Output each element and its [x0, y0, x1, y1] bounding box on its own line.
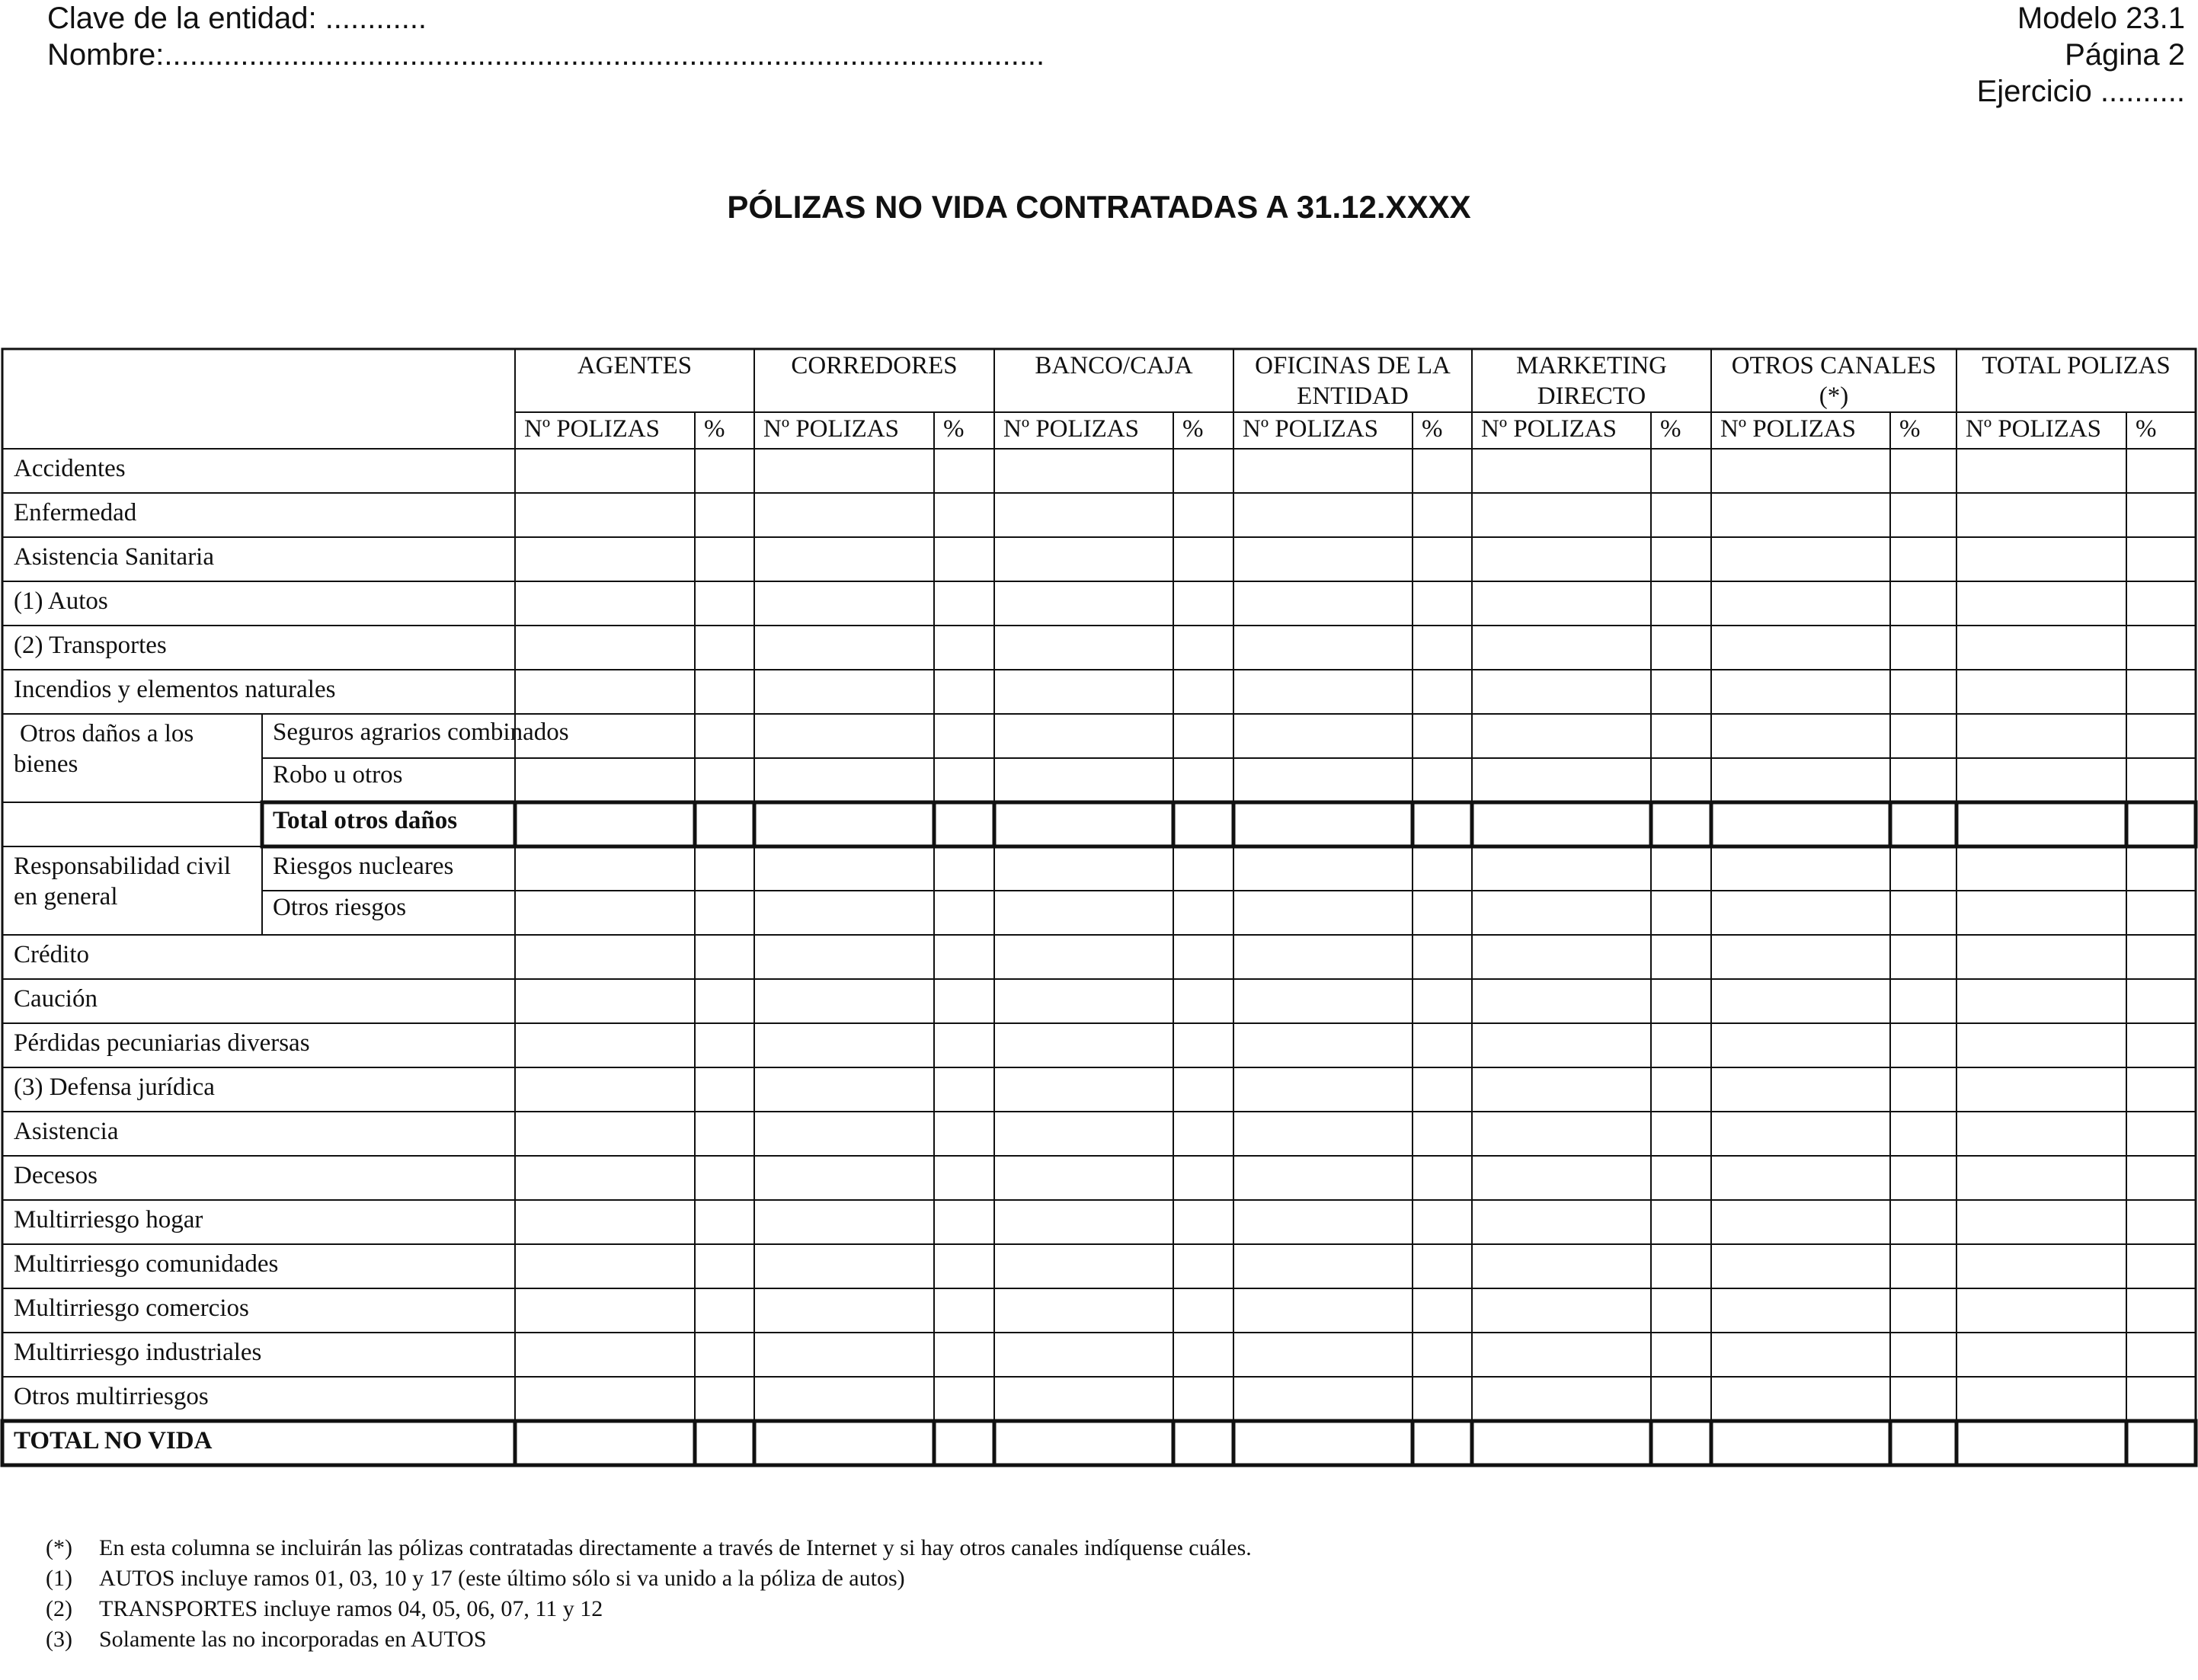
row-label-theft-other: Robo u otros: [273, 761, 403, 789]
policy-count-header: Nº POLIZAS: [524, 415, 660, 443]
channel-header-1: AGENTES: [577, 352, 693, 379]
footnote-mark: (*): [46, 1535, 72, 1560]
footnote-item: [46, 1533, 1252, 1563]
channel-header-5-line2: DIRECTO: [1537, 382, 1646, 410]
row-label: Accidentes: [14, 455, 126, 482]
footnote-text: TRANSPORTES incluye ramos 04, 05, 06, 07, 11 y 12: [99, 1596, 603, 1621]
row-label: Incendios y elementos naturales: [14, 676, 336, 703]
channel-header-4-line2: ENTIDAD: [1297, 382, 1409, 410]
model-number: Modelo 23.1: [2017, 2, 2185, 35]
footnote-item: [46, 1624, 1252, 1655]
policy-count-header: Nº POLIZAS: [1003, 415, 1139, 443]
policy-count-header: Nº POLIZAS: [1481, 415, 1617, 443]
row-label-other-risks: Otros riesgos: [273, 894, 407, 921]
total-non-life-row: [2, 1421, 2196, 1465]
policy-count-header: Nº POLIZAS: [1966, 415, 2101, 443]
percent-header: %: [1660, 415, 1681, 443]
row-label: Pérdidas pecuniarias diversas: [14, 1029, 310, 1057]
channel-header-7: TOTAL POLIZAS: [1982, 352, 2171, 379]
percent-header: %: [1422, 415, 1443, 443]
row-label: (1) Autos: [14, 587, 108, 615]
footnotes: [46, 1533, 1252, 1655]
channel-header-6-line2: (*): [1819, 382, 1849, 410]
channel-header-4: OFICINAS DE LA: [1255, 352, 1451, 379]
row-label: Multirriesgo comercios: [14, 1294, 249, 1322]
percent-header: %: [1182, 415, 1204, 443]
page-number: Página 2: [2065, 38, 2185, 72]
row-label: Crédito: [14, 941, 89, 968]
row-label-total-non-life: TOTAL NO VIDA: [14, 1427, 213, 1454]
footnote-mark: (3): [46, 1627, 72, 1652]
policy-count-header: Nº POLIZAS: [763, 415, 899, 443]
row-label: Otros multirriesgos: [14, 1383, 209, 1410]
footnote-item: [46, 1563, 1252, 1594]
row-label-agrarian-insurance: Seguros agrarios combinados: [273, 718, 569, 746]
channel-header-2: CORREDORES: [791, 352, 958, 379]
total-other-damage-row: [262, 802, 2196, 846]
percent-header: %: [1899, 415, 1921, 443]
row-label: Multirriesgo industriales: [14, 1339, 262, 1366]
fiscal-year-field: Ejercicio ..........: [1976, 75, 2185, 108]
row-label: Asistencia Sanitaria: [14, 543, 215, 571]
percent-header: %: [704, 415, 725, 443]
percent-header: %: [2136, 415, 2157, 443]
row-label: (2) Transportes: [14, 632, 167, 659]
row-label: (3) Defensa jurídica: [14, 1074, 215, 1101]
row-label: Asistencia: [14, 1118, 119, 1145]
entity-key-field: Clave de la entidad: ............: [47, 2, 427, 35]
row-label: Multirriesgo hogar: [14, 1206, 203, 1234]
percent-header: %: [943, 415, 965, 443]
footnote-text: Solamente las no incorporadas en AUTOS: [99, 1627, 487, 1652]
channel-header-5: MARKETING: [1516, 352, 1667, 379]
page-title: PÓLIZAS NO VIDA CONTRATADAS A 31.12.XXXX: [727, 189, 1471, 225]
footnote-mark: (1): [46, 1566, 72, 1591]
footnote-mark: (2): [46, 1596, 72, 1621]
channel-header-6: OTROS CANALES: [1731, 352, 1937, 379]
channel-header-3: BANCO/CAJA: [1035, 352, 1193, 379]
policy-count-header: Nº POLIZAS: [1243, 415, 1378, 443]
group-label-civil-liability: Responsabilidad civil: [14, 853, 232, 880]
footnote-text: AUTOS incluye ramos 01, 03, 10 y 17 (este último sólo si va unido a la póliza de autos): [99, 1566, 905, 1591]
row-label: Multirriesgo comunidades: [14, 1250, 279, 1278]
entity-name-field: Nombre:........................................................................................................: [47, 38, 1045, 72]
row-label: Caución: [14, 985, 98, 1013]
row-label: Enfermedad: [14, 499, 137, 526]
row-label-nuclear-risks: Riesgos nucleares: [273, 853, 454, 880]
group-label-other-damage-line2: bienes: [14, 750, 78, 778]
footnote-text: En esta columna se incluirán las pólizas contratadas directamente a través de Internet y si hay otros canales indíquense cuáles.: [99, 1535, 1252, 1560]
group-label-other-damage: Otros daños a los: [20, 720, 194, 747]
policy-count-header: Nº POLIZAS: [1720, 415, 1856, 443]
row-label-total-other-damage: Total otros daños: [273, 807, 458, 834]
group-label-civil-liability-line2: en general: [14, 883, 118, 910]
row-label: Decesos: [14, 1162, 98, 1189]
footnote-item: [46, 1594, 1252, 1624]
